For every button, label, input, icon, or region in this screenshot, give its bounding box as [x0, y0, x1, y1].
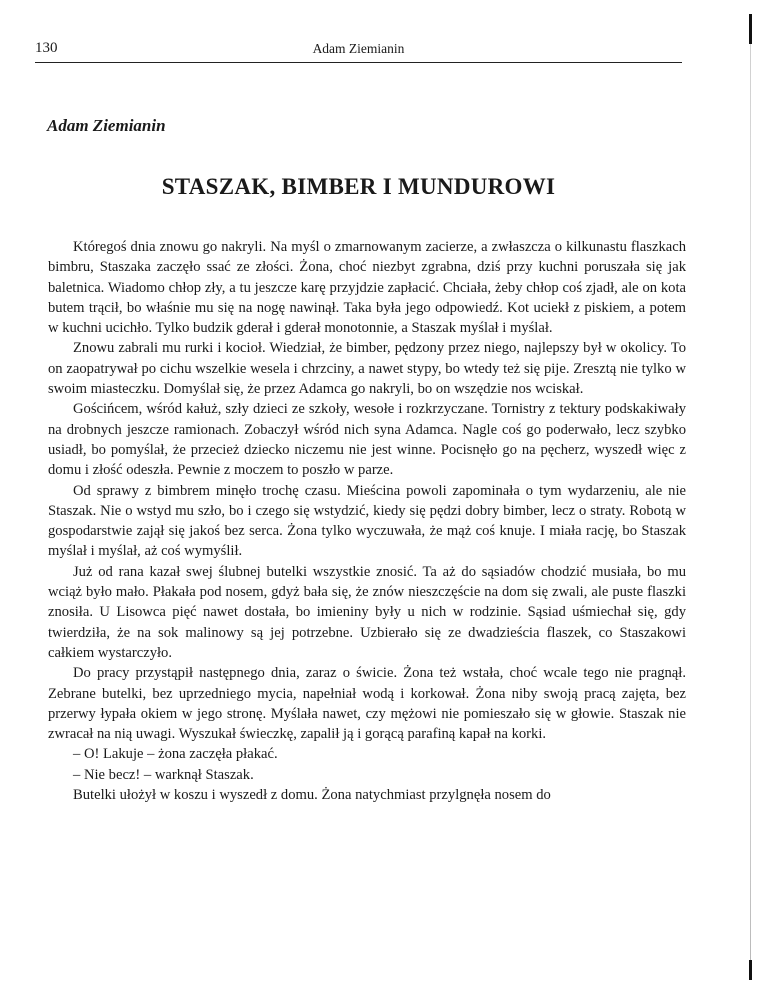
paragraph: Któregoś dnia znowu go nakryli. Na myśl o zmarnowanym zacierze, a zwłaszcza o kilkunastu flaszkach bimbru, Staszaka zaczęło ssać ze złości. Żona, choć niezbyt zgrabna, dziś przy kuchni poruszała się jak baletnica. Wiadomo chłop zły, a tu jeszcze karę przyjdzie zapłacić. Chciała, żeby chłop coś zjadł, ale on kota butem trącił, bo właśnie mu się na nogę nawinął. Taka była jego odpowiedź. Kot uciekł z piskiem, a potem w kuchni ucichło. Tylko budzik gderał i gderał monotonnie, a Staszak myślał i myślał. [48, 239, 686, 337]
dialog-line: – O! Lakuje – żona zaczęła płakać. [73, 746, 278, 763]
scan-edge-line [750, 44, 751, 974]
story-title: STASZAK, BIMBER I MUNDUROWI [161, 174, 556, 199]
story-body [48, 237, 686, 805]
running-title: Adam Ziemianin [312, 41, 405, 56]
paragraph: Butelki ułożył w koszu i wyszedł z domu. Żona natychmiast przylgnęła nosem do [73, 787, 551, 804]
dialog-line: – Nie becz! – warknął Staszak. [73, 766, 254, 783]
author-name: Adam Ziemianin [47, 116, 166, 135]
paragraph: Gościńcem, wśród kałuż, szły dzieci ze szkoły, wesołe i rozkrzyczane. Tornistry z tektury podskakiwały na drobnych jeszcze ramionach. Zobaczył wśród nich syna Adamca. Nagle coś go poderwało, lecz szybko usiadł, bo pomyślał, że przecież dziecko niczemu nie jest winne. Pocisnęło go na pęcherz, wyszedł więc z domu i złość odeszła. Pewnie z moczem to poszło w parze. [48, 401, 686, 479]
running-header [35, 40, 682, 63]
paragraph: Już od rana kazał swej ślubnej butelki wszystkie znosić. Ta aż do sąsiadów chodzić musiała, bo mu wciąż było mało. Płakała pod nosem, gdyż bała się, że znów nieszczęście na dom się zwali, ale puste flaszki znosiła. U Lisowca pięć nawet dostała, bo imieniny były u nich w rodzinie. Sąsiad uśmiechał się, gdy twierdziła, że na sok malinowy są jej potrzebne. Uzbierało się ze dwadzieścia flaszek, co Staszakowi całkiem wystarczyło. [48, 563, 686, 661]
paragraph: Od sprawy z bimbrem minęło trochę czasu. Mieścina powoli zapominała o tym wydarzeniu, ale nie Staszak. Nie o wstyd mu szło, bo i czego się wstydzić, kiedy się pędzi dobry bimber, lecz o straty. Robotą w gospodarstwie zajął się jakoś bez serca. Żona tylko wyczuwała, że mąż coś knuje. I miała rację, bo Staszak myślał i myślał, aż coś wymyślił. [48, 482, 686, 560]
paragraph: Znowu zabrali mu rurki i kocioł. Wiedział, że bimber, pędzony przez niego, najlepszy był w okolicy. To on zaopatrywał po cichu wszelkie wesela i chrzciny, a nawet stypy, bo wtedy też się pije. Zresztą nie tylko w swoim miasteczku. Domyślał się, że przez Adamca go nakryli, bo on wszędzie nos wciskał. [48, 340, 686, 398]
paragraph: Do pracy przystąpił następnego dnia, zaraz o świcie. Żona też wstała, choć wcale tego nie pragnął. Zebrane butelki, bez uprzedniego mycia, napełniał wodą i korkował. Żona niby swoją pracą zajęta, bez przerwy łypała okiem w jego stronę. Myślała nawet, czy mężowi nie pomieszało się w głowie. Staszak nie zwracał na nią uwagi. Wyszukał świeczkę, zapalił ją i gorącą parafiną kapał na korki. [48, 665, 686, 743]
scan-edge-mark-top [749, 14, 752, 44]
scan-edge-mark-bottom [749, 960, 752, 980]
page-number: 130 [35, 40, 58, 56]
